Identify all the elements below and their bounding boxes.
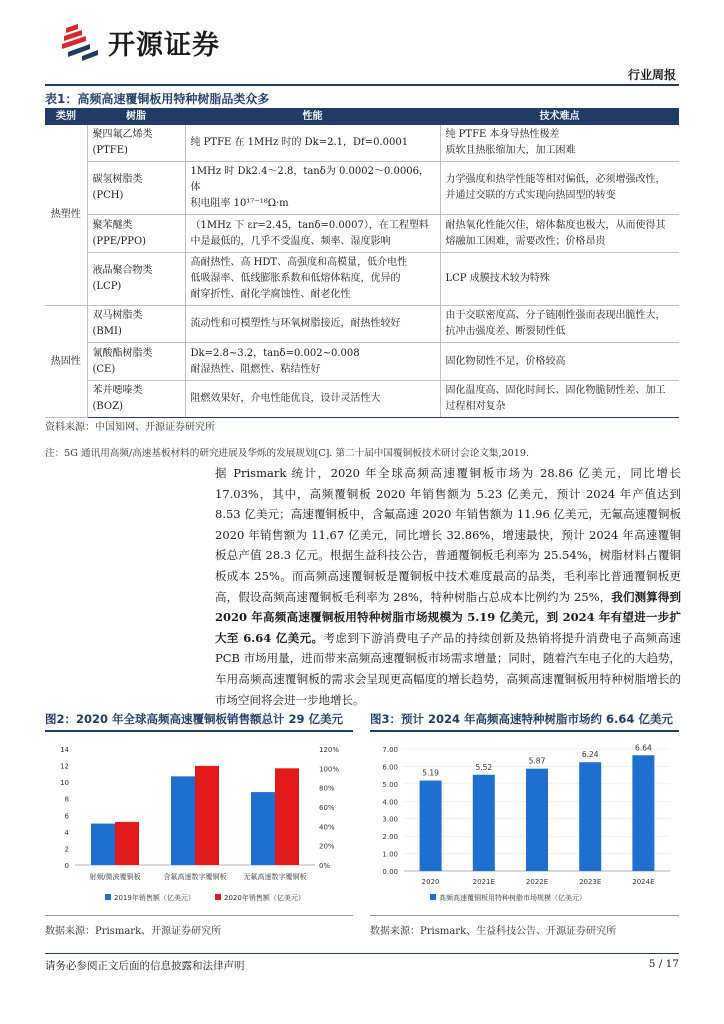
y-tick-label: 3.00 xyxy=(382,815,398,824)
resin-cell-line: 苯并噁嗪类 xyxy=(92,385,143,396)
y-tick-label: 1.00 xyxy=(382,850,398,859)
fig2-source: 数据来源：Prismark、开源证券研究所 xyxy=(45,926,222,937)
data-label: 5.87 xyxy=(528,756,546,766)
difficulty-cell-line: 固化温度高、固化时间长、固化物脆韧性差、加工 xyxy=(445,385,666,396)
performance-cell xyxy=(185,253,440,306)
resin-spec-table xyxy=(45,108,679,418)
performance-cell xyxy=(185,125,440,162)
data-label: 5.52 xyxy=(475,762,493,772)
bar-2019 xyxy=(171,776,195,865)
difficulty-cell xyxy=(440,381,679,418)
x-tick-label: 2023E xyxy=(579,878,602,886)
resin-cell-line: (PCH) xyxy=(92,190,124,201)
fig3-bottom-line xyxy=(370,915,679,916)
difficulty-cell-line: 并通过交联的方式实现向热固型的转变 xyxy=(445,190,616,201)
bar-2019 xyxy=(251,792,275,865)
resin-cell-line: (CE) xyxy=(92,363,116,375)
y-tick-label: 7.00 xyxy=(382,746,398,754)
bar-2019 xyxy=(91,824,115,865)
performance-cell-line: 积电阻率 10¹⁷⁻¹⁸Ω·m xyxy=(190,198,289,209)
paragraph-text-2: 考虑到下游消费电子产品的持续创新及热销将提升消费电子高频高速 PCB 市场用量，进而带来高频高速覆铜板市场需求增量；同时，随着汽车电子化的大趋势，车用高频高速覆铜板的需求会呈现更高幅度的增长趋势，高频高速覆铜板用特种树脂增长的市场空间将会进一步地增长。 xyxy=(215,630,682,707)
bar-2020 xyxy=(195,766,219,865)
y2-tick-label: 40% xyxy=(319,823,335,832)
x-tick-label: 2022E xyxy=(525,878,549,886)
performance-cell-line: 1MHz 时 Dk2.4～2.8，tanδ为 0.0002～0.0006，体 xyxy=(190,166,429,193)
paragraph-bold-conclusion: 我们测算得到 2020 年高频高速覆铜板用特种树脂市场规模为 5.19 亿美元，到 2024 年有望进一步扩大至 6.64 亿美元。 xyxy=(215,589,681,645)
difficulty-cell xyxy=(440,162,679,215)
col-header-category: 类别 xyxy=(45,108,87,125)
x-tick-label: 无氟高速数字覆铜板 xyxy=(243,873,307,881)
fig3-source: 数据来源：Prismark、生益科技公告、开源证券研究所 xyxy=(370,926,617,937)
category-cell: 热塑性 xyxy=(45,125,87,306)
resin-cell xyxy=(87,215,185,253)
performance-cell-line: 纯 PTFE 在 1MHz 时的 Dk=2.1，Df=0.0001 xyxy=(190,137,409,148)
y2-tick-label: 20% xyxy=(319,842,335,851)
report-type-label: 行业周报 xyxy=(627,68,676,82)
bar xyxy=(420,781,442,871)
page-number: 5 / 17 xyxy=(648,958,679,970)
difficulty-cell-line: 抗冲击强度差、断裂韧性低 xyxy=(445,326,566,337)
y-tick-label: 5.00 xyxy=(382,780,398,789)
resin-cell-line: (LCP) xyxy=(92,281,122,292)
y2-tick-label: 80% xyxy=(319,784,335,793)
performance-cell-line: 耐湿热性、阻燃性、粘结性好 xyxy=(190,363,321,375)
fig2-bottom-line xyxy=(45,915,353,916)
difficulty-cell-line: 过程相对复杂 xyxy=(445,401,506,412)
y-tick-label: 14 xyxy=(60,746,69,754)
resin-cell-line: (PPE/PPO) xyxy=(92,235,147,247)
fig2-title-line xyxy=(45,730,353,732)
difficulty-cell-line: LCP 成膜技术较为特殊 xyxy=(445,273,550,284)
performance-cell-line: 耐穿折性、耐化学腐蚀性、耐老化性 xyxy=(190,289,351,300)
y2-tick-label: 60% xyxy=(319,804,335,812)
performance-cell-line: 中是最低的，几乎不受温度、频率、湿度影响 xyxy=(190,235,391,247)
legend-swatch xyxy=(215,894,221,900)
table-source: 资料来源：中国知网、开源证券研究所 xyxy=(45,422,215,433)
performance-cell xyxy=(185,343,440,381)
difficulty-cell-line: 固化物韧性不足，价格较高 xyxy=(445,355,566,367)
difficulty-cell xyxy=(440,343,679,381)
resin-cell xyxy=(87,253,185,306)
bar xyxy=(473,775,495,871)
y-tick-label: 2.00 xyxy=(382,833,398,842)
resin-cell xyxy=(87,125,185,162)
performance-cell-line: 低吸湿率、低线膨胀系数和低熔体粘度，优异的 xyxy=(190,273,401,284)
performance-cell xyxy=(185,381,440,418)
header-divider xyxy=(45,84,679,86)
col-header-resin: 树脂 xyxy=(87,108,185,125)
resin-cell-line: 液晶聚合物类 xyxy=(92,265,153,276)
table-row xyxy=(45,162,679,215)
resin-cell-line: 聚苯醚类 xyxy=(92,219,133,231)
difficulty-cell-line: 质软且热胀缩加大，加工困难 xyxy=(445,145,576,156)
performance-cell xyxy=(185,306,440,343)
page-header xyxy=(0,0,724,95)
x-tick-label: 含氟高速数字覆铜板 xyxy=(163,873,227,881)
paragraph-text-1: 据 Prismark 统计，2020 年全球高频高速覆铜板市场为 28.86 亿美元，同比增长 17.03%，其中，高频覆铜板 2020 年销售额为 5.23 亿美元，预计 2024 年产值达到 8.53 亿美元；高速覆铜板中，含氟高速 2020 年销售额为 11.96 亿美元，无氟高速覆铜板 2020 年销售额为 11.67 亿美元，同比增长 32.86%，增速最快，预计 2024 年高速覆铜板总产值 28.3 亿元。根据生益科技公告，普通覆铜板毛利率为 25.54%，树脂材料占覆铜板成本 25%。而高频高速覆铜板是覆铜板中技术难度最高的品类，毛利率比普通覆铜板更高，假设高频高速覆铜板毛利率为 28%，特种树脂占总成本比例约为 25%， xyxy=(215,466,681,604)
performance-cell xyxy=(185,215,440,253)
resin-cell-line: 碳氢树脂类 xyxy=(92,174,143,185)
bar xyxy=(632,755,654,871)
bar-2020 xyxy=(275,768,299,865)
difficulty-cell xyxy=(440,215,679,253)
fig3-title: 图3：预计 2024 年高频高速特种树脂市场约 6.64 亿美元 xyxy=(370,712,673,726)
difficulty-cell-line: 由于交联密度高、分子链刚性强而表现出脆性大， xyxy=(445,310,666,321)
table-row xyxy=(45,381,679,418)
table-note: 注：5G 通讯用高频/高速基板材料的研究进展及华烁的发展规划[C]. 第二十届中国覆铜板技术研讨会论文集,2019. xyxy=(45,448,530,459)
bar-2020 xyxy=(115,822,139,865)
difficulty-cell xyxy=(440,253,679,306)
resin-cell-line: 氰酸酯树脂类 xyxy=(92,347,153,359)
y2-tick-label: 100% xyxy=(319,765,340,774)
y-tick-label: 12 xyxy=(60,762,69,771)
data-label: 6.24 xyxy=(581,750,599,760)
table-row xyxy=(45,343,679,381)
resin-cell-line: (BOZ) xyxy=(92,401,123,412)
legend-swatch xyxy=(105,894,111,900)
performance-cell-line: Dk=2.8~3.2，tanδ=0.002~0.008 xyxy=(190,347,360,359)
y-tick-label: 10 xyxy=(60,779,69,788)
difficulty-cell-line: 耐热氧化性能欠佳，熔体黏度也极大，从而使得其 xyxy=(445,219,666,231)
performance-cell xyxy=(185,162,440,215)
legend-label: 2020年销售额（亿美元） xyxy=(224,894,305,902)
y2-tick-label: 120% xyxy=(319,746,340,754)
y-tick-label: 0.00 xyxy=(382,868,398,876)
y-tick-label: 8 xyxy=(64,795,69,804)
bar xyxy=(579,762,601,871)
y2-tick-label: 0% xyxy=(319,862,331,870)
body-paragraph xyxy=(215,463,681,710)
resin-cell-line: 聚四氟乙烯类 xyxy=(92,129,153,140)
resin-cell-line: 双马树脂类 xyxy=(92,310,143,321)
resin-cell-line: (BMI) xyxy=(92,326,122,337)
col-header-difficulty: 技术难点 xyxy=(440,108,679,125)
fig3-title-line xyxy=(370,730,679,732)
table-header-row xyxy=(45,108,679,125)
resin-cell xyxy=(87,343,185,381)
resin-cell xyxy=(87,162,185,215)
table-row xyxy=(45,253,679,306)
y-tick-label: 4 xyxy=(64,828,69,837)
fig2-title: 图2：2020 年全球高频高速覆铜板销售额总计 29 亿美元 xyxy=(45,712,344,726)
data-label: 5.19 xyxy=(422,768,439,778)
data-label: 6.64 xyxy=(635,743,652,753)
difficulty-cell-line: 力学强度和热学性能等相对偏低，必须增强改性， xyxy=(445,174,666,185)
y-tick-label: 2 xyxy=(64,845,69,854)
y-tick-label: 4.00 xyxy=(382,798,398,807)
brand-logo xyxy=(58,22,220,62)
difficulty-cell xyxy=(440,306,679,343)
footer-divider xyxy=(45,953,679,954)
x-tick-label: 2024E xyxy=(632,878,655,886)
footer-disclaimer: 请务必参阅正文后面的信息披露和法律声明 xyxy=(45,960,245,972)
legend-swatch xyxy=(430,894,436,900)
y-tick-label: 0 xyxy=(64,862,69,870)
resin-cell xyxy=(87,381,185,418)
legend-label: 高频高速覆铜板用特种树脂市场规模（亿美元） xyxy=(439,894,586,902)
fig2-bar-chart xyxy=(45,735,355,915)
performance-cell-line: （1MHz 下 εr=2.45，tanδ=0.0007），在工程塑料 xyxy=(190,219,429,231)
table-title: 表1：高频高速覆铜板用特种树脂品类众多 xyxy=(45,92,270,106)
difficulty-cell xyxy=(440,125,679,162)
performance-cell-line: 阻燃效果好，介电性能优良，设计灵活性大 xyxy=(190,393,381,404)
category-cell: 热固性 xyxy=(45,306,87,418)
x-tick-label: 2021E xyxy=(472,878,495,886)
table-row xyxy=(45,215,679,253)
table-row xyxy=(45,306,679,343)
bar xyxy=(526,769,548,871)
performance-cell-line: 流动性和可模塑性与环氧树脂接近，耐热性较好 xyxy=(190,318,401,329)
resin-cell xyxy=(87,306,185,343)
x-tick-label: 射频/微波覆铜板 xyxy=(89,873,141,881)
brand-name: 开源证券 xyxy=(108,29,220,61)
legend-label: 2019年销售额（亿美元） xyxy=(114,894,195,902)
col-header-performance: 性能 xyxy=(185,108,440,125)
difficulty-cell-line: 熔融加工困难，需要改性；价格昂贵 xyxy=(445,235,606,247)
y-tick-label: 6 xyxy=(64,812,69,821)
difficulty-cell-line: 纯 PTFE 本身导热性极差 xyxy=(445,129,560,140)
table-row xyxy=(45,125,679,162)
resin-cell-line: (PTFE) xyxy=(92,145,128,156)
y-tick-label: 6.00 xyxy=(382,763,398,772)
performance-cell-line: 高耐热性、高 HDT、高强度和高模量，低介电性 xyxy=(190,257,408,268)
x-tick-label: 2020 xyxy=(421,878,440,886)
logo-mark-icon xyxy=(58,22,102,62)
fig3-bar-chart xyxy=(370,735,680,915)
